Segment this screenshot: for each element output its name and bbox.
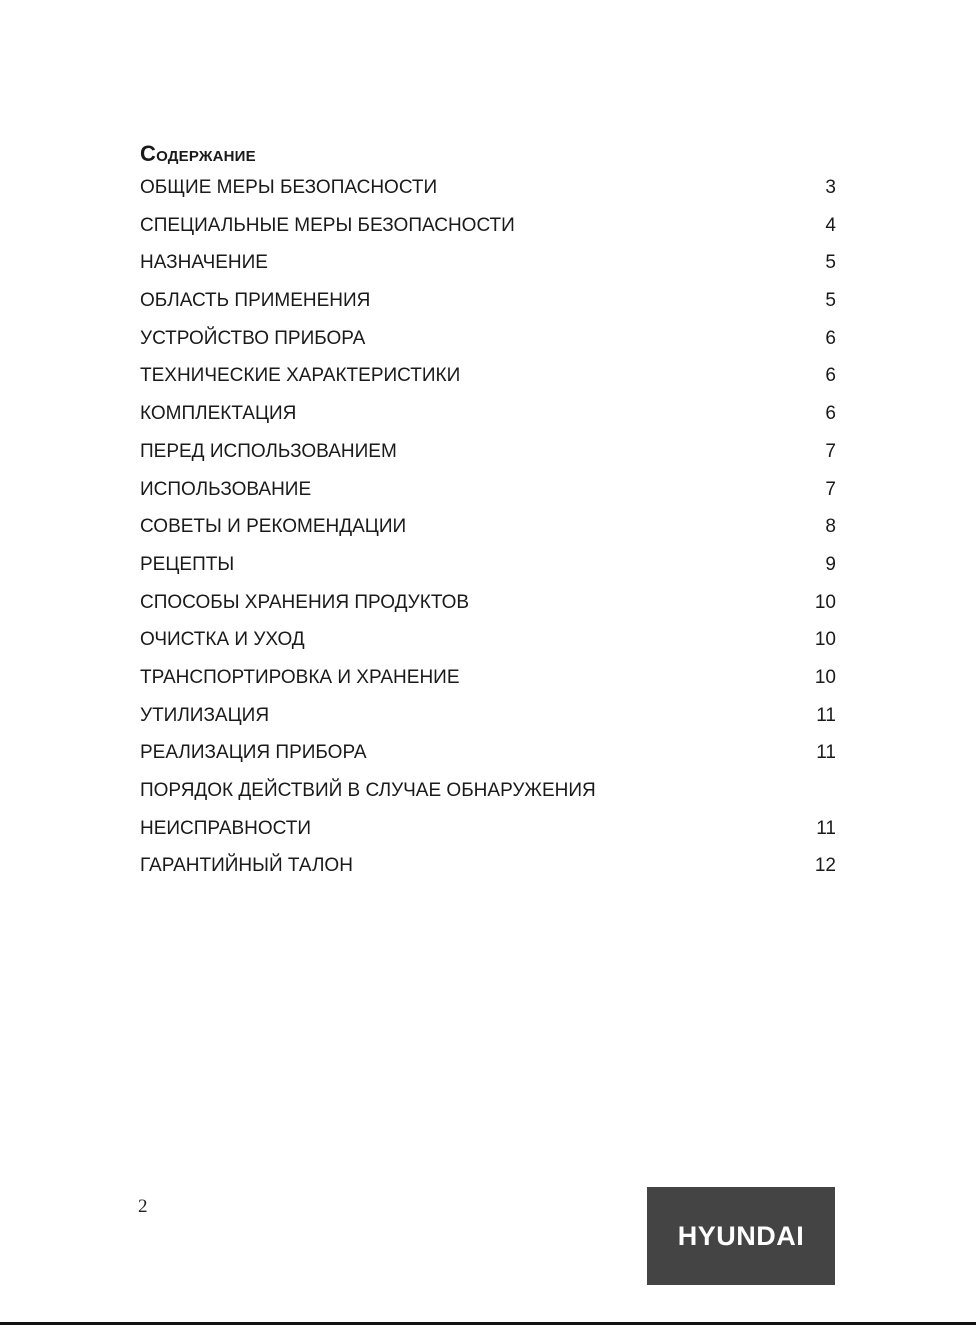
toc-entry-page: 11 — [816, 817, 836, 839]
toc-entry-page: 7 — [825, 440, 836, 462]
toc-list — [140, 176, 836, 892]
toc-entry-page: 7 — [825, 478, 836, 500]
toc-entry[interactable] — [140, 553, 836, 591]
toc-entry-page: 10 — [814, 666, 836, 688]
toc-entry-page: 6 — [825, 365, 836, 387]
toc-entry[interactable] — [140, 251, 836, 289]
toc-entry-label: ОБЩИЕ МЕРЫ БЕЗОПАСНОСТИ — [140, 177, 438, 198]
toc-entry-label: УТИЛИЗАЦИЯ — [140, 704, 270, 726]
toc-entry[interactable] — [140, 364, 836, 402]
bottom-divider — [0, 1322, 976, 1325]
toc-entry[interactable] — [140, 704, 836, 742]
toc-entry-page: 5 — [825, 290, 836, 312]
brand-logo — [647, 1187, 835, 1285]
page-number: 2 — [138, 1196, 148, 1217]
toc-entry-page: 11 — [816, 742, 836, 764]
toc-entry-label: РЕАЛИЗАЦИЯ ПРИБОРА — [140, 742, 367, 764]
toc-entry-page: 8 — [825, 516, 836, 538]
toc-entry-label: ГАРАНТИЙНЫЙ ТАЛОН — [140, 855, 353, 877]
table-of-contents — [140, 140, 836, 892]
toc-entry[interactable] — [140, 628, 836, 666]
toc-entry[interactable] — [140, 478, 836, 516]
toc-entry[interactable] — [140, 591, 836, 629]
brand-logo-text: HYUNDAI — [677, 1220, 805, 1251]
toc-entry-page: 9 — [825, 553, 836, 575]
toc-entry-label: СПЕЦИАЛЬНЫЕ МЕРЫ БЕЗОПАСНОСТИ — [140, 214, 515, 236]
toc-entry[interactable] — [140, 402, 836, 440]
toc-entry-label: СОВЕТЫ И РЕКОМЕНДАЦИИ — [140, 516, 407, 538]
toc-entry-label: УСТРОЙСТВО ПРИБОРА — [140, 327, 366, 349]
toc-entry-page: 6 — [825, 327, 836, 349]
toc-entry-page: 10 — [814, 629, 836, 651]
toc-entry[interactable] — [140, 779, 836, 817]
toc-entry-label: ИСПОЛЬЗОВАНИЕ — [140, 478, 312, 500]
toc-entry-page: 6 — [825, 403, 836, 425]
toc-entry-label: ПОРЯДОК ДЕЙСТВИЙ В СЛУЧАЕ ОБНАРУЖЕНИЯ — [140, 780, 596, 801]
toc-entry-label: РЕЦЕПТЫ — [140, 553, 235, 575]
toc-entry-label: ОБЛАСТЬ ПРИМЕНЕНИЯ — [140, 290, 371, 312]
toc-entry-label: НЕИСПРАВНОСТИ — [140, 817, 312, 839]
toc-entry-page: 12 — [814, 855, 836, 877]
toc-entry[interactable] — [140, 817, 836, 855]
toc-entry-label: ТРАНСПОРТИРОВКА И ХРАНЕНИЕ — [140, 666, 460, 688]
toc-entry[interactable] — [140, 741, 836, 779]
toc-title: Содержание — [140, 141, 256, 166]
toc-entry[interactable] — [140, 666, 836, 704]
toc-entry-label: НАЗНАЧЕНИЕ — [140, 252, 268, 274]
toc-entry-page: 4 — [825, 214, 836, 236]
toc-entry[interactable] — [140, 176, 836, 214]
toc-entry[interactable] — [140, 214, 836, 252]
toc-entry[interactable] — [140, 440, 836, 478]
toc-entry-label: ОЧИСТКА И УХОД — [140, 629, 305, 651]
toc-entry[interactable] — [140, 515, 836, 553]
toc-entry[interactable] — [140, 289, 836, 327]
toc-entry-page: 5 — [825, 252, 836, 274]
toc-entry-label: СПОСОБЫ ХРАНЕНИЯ ПРОДУКТОВ — [140, 591, 470, 613]
toc-entry-label: ПЕРЕД ИСПОЛЬЗОВАНИЕМ — [140, 440, 397, 462]
toc-entry[interactable] — [140, 327, 836, 365]
toc-entry[interactable] — [140, 854, 836, 892]
toc-entry-label: КОМПЛЕКТАЦИЯ — [140, 403, 297, 425]
toc-entry-page: 10 — [814, 591, 836, 613]
toc-entry-label: ТЕХНИЧЕСКИЕ ХАРАКТЕРИСТИКИ — [140, 365, 461, 387]
toc-entry-page: 3 — [825, 177, 836, 198]
toc-entry-page: 11 — [816, 704, 836, 726]
